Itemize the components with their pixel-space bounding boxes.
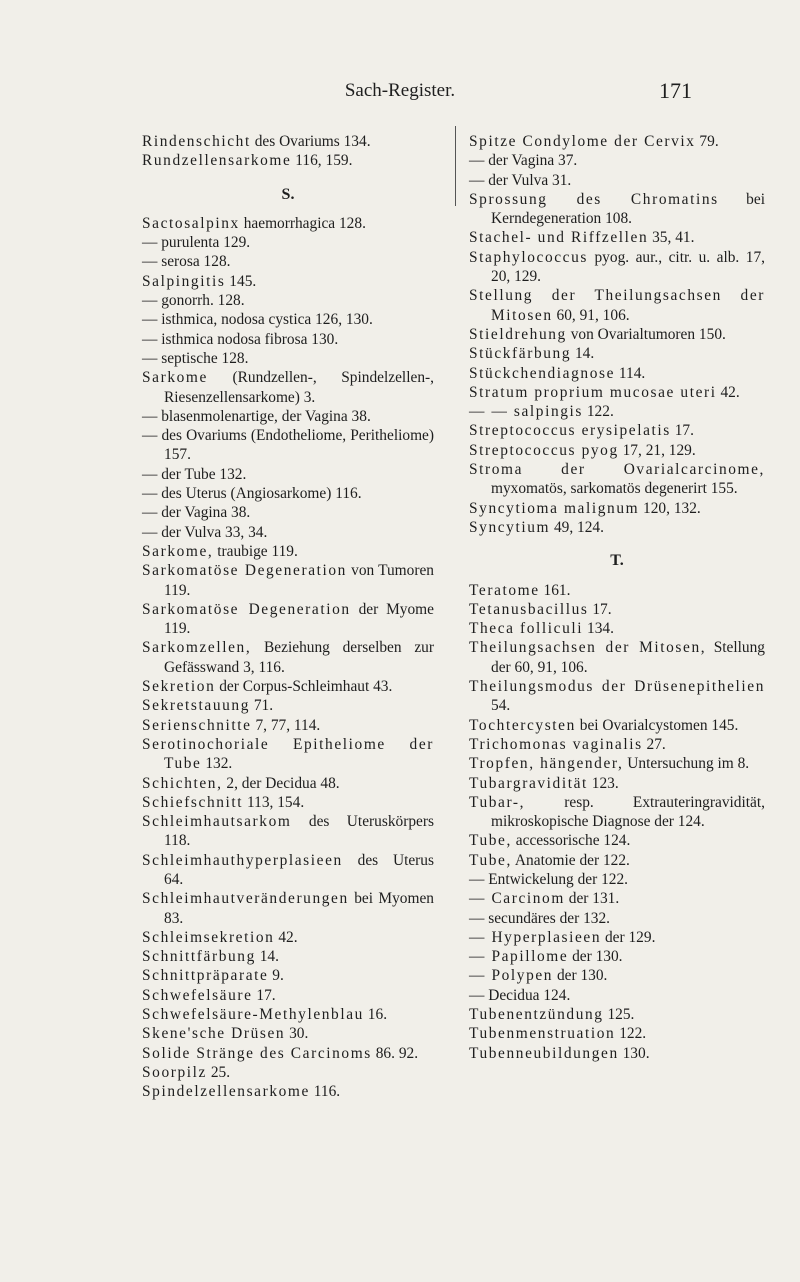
- entry-reference: 54.: [491, 697, 511, 715]
- entry-reference: des Ovariums 134.: [250, 133, 371, 150]
- index-entry: [142, 1063, 434, 1082]
- entry-reference: 35, 41.: [648, 229, 695, 247]
- index-entry: [142, 330, 434, 349]
- entry-term: Theilungsachsen der Mitosen,: [469, 639, 707, 657]
- entry-term: — Papillome: [469, 948, 569, 966]
- entry-reference: 132.: [201, 755, 233, 773]
- entry-reference: der 129.: [601, 928, 656, 946]
- entry-reference: 125.: [603, 1006, 635, 1024]
- entry-reference: 86. 92.: [371, 1044, 419, 1062]
- index-entry: [142, 252, 434, 271]
- index-entry: [469, 831, 765, 850]
- page-header: [0, 78, 800, 108]
- index-entry: [469, 619, 765, 638]
- entry-term: Theca folliculi: [469, 620, 584, 638]
- entry-term: Serotinochoriale Epitheliome der Tube: [142, 735, 434, 773]
- index-entry: [142, 1082, 434, 1101]
- entry-term: Schiefschnitt: [142, 793, 244, 811]
- index-entry: [469, 441, 765, 460]
- entry-reference: pyog. aur., citr. u. alb. 17, 20, 129.: [491, 248, 765, 286]
- index-entry: [469, 132, 765, 151]
- index-entry: [469, 171, 765, 190]
- entry-term: Stieldrehung: [469, 325, 567, 343]
- entry-reference: 122.: [583, 403, 614, 421]
- entry-term: Soorpilz: [142, 1063, 207, 1081]
- entry-reference: — blasenmolenartige, der Vagina 38.: [142, 407, 371, 425]
- index-entry: [142, 1005, 434, 1024]
- entry-term: Sarkomatöse Degeneration: [142, 562, 347, 580]
- index-entry: [142, 542, 434, 561]
- entry-reference: 2, der Decidua 48.: [222, 774, 340, 792]
- entry-term: Sekretion: [142, 678, 216, 696]
- entry-reference: von Tumoren 119.: [164, 562, 434, 599]
- left-column: [142, 132, 434, 1102]
- index-entry: [142, 928, 434, 947]
- index-entry: [469, 966, 765, 985]
- index-entry: [469, 677, 765, 716]
- entry-term: Tubar-,: [469, 793, 526, 811]
- entry-reference: 30.: [285, 1025, 309, 1043]
- entry-reference: — der Vulva 33, 34.: [142, 523, 268, 541]
- index-entry: [469, 344, 765, 363]
- index-entry: [469, 460, 765, 499]
- entry-reference: haemorrhagica 128.: [239, 214, 366, 232]
- index-entry: [142, 465, 434, 484]
- entry-reference: Anatomie der 122.: [511, 851, 630, 869]
- index-entry: [469, 383, 765, 402]
- entry-term: Tube,: [469, 851, 512, 869]
- index-entry: [469, 581, 765, 600]
- index-entry: [142, 812, 434, 851]
- entry-reference: 116, 159.: [291, 152, 353, 170]
- index-entry: [469, 870, 765, 889]
- entry-term: Schnittfärbung: [142, 948, 256, 966]
- entry-term: Schleimhautsarkom: [142, 813, 292, 831]
- entry-term: Solide Stränge des Carcinoms: [142, 1044, 372, 1062]
- entry-term: Schichten,: [142, 774, 223, 792]
- entry-reference: 71.: [250, 697, 274, 715]
- index-entry: [469, 735, 765, 754]
- entry-term: — — salpingis: [469, 403, 584, 421]
- index-entry: [142, 889, 434, 928]
- entry-reference: 17.: [252, 986, 276, 1004]
- entry-term: — Polypen: [469, 967, 554, 985]
- index-entry: [469, 1024, 765, 1043]
- entry-reference: 122.: [615, 1025, 647, 1043]
- index-entry: [469, 774, 765, 793]
- entry-term: Sarkome,: [142, 542, 214, 560]
- entry-term: Streptococcus pyog: [469, 441, 619, 459]
- index-entry: [142, 214, 434, 233]
- entry-term: Schleimhautveränderungen: [142, 890, 349, 908]
- entry-reference: bei Myomen 83.: [164, 890, 434, 927]
- index-entry: [142, 349, 434, 368]
- running-title: Sach-Register.: [344, 80, 456, 101]
- index-entry: [142, 291, 434, 310]
- entry-reference: 17, 21, 129.: [618, 441, 696, 459]
- index-entry: [469, 499, 765, 518]
- index-entry: [469, 754, 765, 773]
- entry-term: Sekretstauung: [142, 697, 250, 715]
- index-entry: [142, 233, 434, 252]
- index-entry: [142, 561, 434, 600]
- entry-reference: der 131.: [564, 890, 620, 908]
- entry-reference: — des Uterus (Angiosarkome) 116.: [142, 485, 362, 503]
- entry-term: Syncytium: [469, 518, 551, 536]
- index-entry: [469, 402, 765, 421]
- entry-term: — Carcinom: [469, 890, 565, 908]
- entry-term: Stückfärbung: [469, 345, 572, 363]
- entry-reference: — purulenta 129.: [142, 234, 251, 252]
- entry-term: Rindenschicht: [142, 133, 251, 150]
- index-entry: [142, 986, 434, 1005]
- index-entry: [469, 325, 765, 344]
- entry-term: Schleimhauthyperplasieen: [142, 851, 343, 869]
- entry-reference: 134.: [583, 620, 614, 638]
- index-entry: [469, 286, 765, 325]
- letter-heading: S.: [281, 185, 295, 203]
- page-number: 171: [659, 78, 692, 103]
- index-entry: [142, 484, 434, 503]
- index-entry: [142, 947, 434, 966]
- entry-reference: — septische 128.: [142, 349, 249, 367]
- entry-term: Trichomonas vaginalis: [469, 735, 643, 753]
- index-entry: [142, 966, 434, 985]
- index-entry: [142, 407, 434, 426]
- entry-term: Salpingitis: [142, 272, 226, 290]
- index-entry: [469, 947, 765, 966]
- entry-reference: bei Kerndegeneration 108.: [491, 190, 765, 228]
- entry-reference: 14.: [571, 345, 595, 363]
- entry-reference: 25.: [206, 1063, 231, 1081]
- entry-reference: — der Vagina 37.: [469, 152, 578, 170]
- entry-reference: 7, 77, 114.: [251, 716, 321, 734]
- entry-term: Streptococcus erysipelatis: [469, 422, 671, 440]
- index-entry: [142, 774, 434, 793]
- entry-reference: 123.: [587, 774, 619, 792]
- index-entry: [142, 272, 434, 291]
- entry-term: Schwefelsäure: [142, 986, 253, 1004]
- index-entry: [142, 132, 434, 151]
- entry-term: Stellung der Theilungsachsen der Mitosen: [469, 287, 765, 324]
- entry-reference: 145.: [225, 272, 257, 290]
- entry-reference: der Corpus-Schleimhaut 43.: [215, 678, 393, 696]
- index-entry: [142, 151, 434, 170]
- entry-reference: — gonorrh. 128.: [142, 292, 245, 310]
- index-entry: [469, 190, 765, 229]
- entry-term: Sprossung des Chromatins: [469, 190, 719, 208]
- entry-term: Tubenneubildungen: [469, 1044, 619, 1062]
- index-entry: [142, 696, 434, 715]
- entry-reference: — isthmica, nodosa cystica 126, 130.: [142, 311, 373, 329]
- entry-reference: 42.: [274, 928, 298, 946]
- entry-reference: — Entwickelung der 122.: [469, 870, 629, 888]
- index-entry: [469, 364, 765, 383]
- entry-reference: — Decidua 124.: [469, 986, 571, 1004]
- entry-term: Spindelzellensarkome: [142, 1083, 310, 1101]
- index-entry: [469, 151, 765, 170]
- entry-term: Theilungsmodus der Drüsenepithelien: [469, 678, 765, 696]
- entry-reference: resp. Extrauteringravidität, mikroskopische Diagnose der 124.: [491, 793, 765, 831]
- entry-reference: 161.: [539, 581, 571, 599]
- entry-term: Stroma der Ovarialcarcinome,: [469, 461, 765, 479]
- entry-reference: Stellung der 60, 91, 106.: [491, 639, 765, 676]
- entry-reference: 17.: [588, 600, 612, 618]
- entry-reference: 9.: [268, 967, 284, 985]
- entry-reference: 79.: [695, 133, 719, 150]
- entry-reference: traubige 119.: [213, 542, 298, 560]
- entry-term: Stachel- und Riffzellen: [469, 229, 649, 247]
- entry-reference: — serosa 128.: [142, 253, 231, 271]
- entry-term: Stratum proprium mucosae uteri: [469, 383, 717, 401]
- entry-reference: 114.: [615, 364, 646, 382]
- index-entry: [469, 638, 765, 677]
- index-entry: [142, 716, 434, 735]
- entry-reference: — der Vagina 38.: [142, 504, 251, 522]
- entry-term: Tetanusbacillus: [469, 600, 589, 618]
- entry-reference: 42.: [716, 383, 740, 401]
- right-column: [469, 132, 765, 1063]
- index-entry: [469, 928, 765, 947]
- index-entry: [469, 793, 765, 832]
- index-entry: [142, 426, 434, 465]
- entry-reference: — des Ovariums (Endotheliome, Peritheliome) 157.: [142, 427, 434, 464]
- index-entry: [142, 793, 434, 812]
- index-entry: [142, 1044, 434, 1063]
- entry-reference: 60, 91, 106.: [552, 306, 630, 324]
- index-entry: [142, 600, 434, 639]
- index-entry: [469, 228, 765, 247]
- index-entry: [469, 851, 765, 870]
- index-entry: [142, 503, 434, 522]
- index-entry: [469, 986, 765, 1005]
- entry-reference: 16.: [363, 1006, 388, 1024]
- index-entry: [142, 851, 434, 890]
- entry-reference: — der Tube 132.: [142, 465, 247, 483]
- index-entry: [469, 421, 765, 440]
- entry-reference: 120, 132.: [639, 499, 701, 517]
- entry-reference: 27.: [642, 735, 666, 753]
- entry-reference: der Myome 119.: [164, 600, 434, 638]
- entry-reference: — secundäres der 132.: [469, 909, 611, 927]
- entry-reference: (Rundzellen-, Spindelzellen-, Riesenzellensarkome) 3.: [164, 369, 434, 406]
- index-entry: [469, 1044, 765, 1063]
- entry-reference: bei Ovarialcystomen 145.: [575, 716, 739, 734]
- index-entry: [469, 518, 765, 537]
- entry-term: Schwefelsäure-Methylenblau: [142, 1006, 364, 1024]
- entry-reference: der 130.: [553, 967, 608, 985]
- index-entry: [142, 1024, 434, 1043]
- index-entry: [469, 1005, 765, 1024]
- entry-term: Sarkome: [142, 369, 208, 387]
- index-entry: [142, 523, 434, 542]
- entry-term: Sactosalpinx: [142, 214, 240, 232]
- entry-term: Tube,: [469, 832, 512, 850]
- entry-reference: der 130.: [568, 948, 623, 966]
- entry-term: Sarkomzellen,: [142, 639, 252, 657]
- index-entry: [469, 716, 765, 735]
- entry-term: Tubenentzündung: [469, 1006, 604, 1024]
- entry-term: Skene'sche Drüsen: [142, 1025, 286, 1043]
- entry-term: Staphylococcus: [469, 248, 588, 266]
- entry-term: Tropfen, hängender,: [469, 755, 624, 773]
- entry-reference: Untersuchung im 8.: [623, 755, 750, 773]
- entry-term: Tubargravidität: [469, 774, 588, 792]
- entry-term: Schleimsekretion: [142, 928, 275, 946]
- index-entry: [142, 638, 434, 677]
- index-entry: [142, 368, 434, 407]
- entry-term: Schnittpräparate: [142, 967, 269, 985]
- entry-term: Tubenmenstruation: [469, 1025, 616, 1043]
- entry-reference: — isthmica nodosa fibrosa 130.: [142, 330, 339, 348]
- entry-term: Spitze Condylome der Cervix: [469, 133, 696, 150]
- index-entry: [142, 677, 434, 696]
- entry-reference: myxomatös, sarkomatös degenerirt 155.: [491, 480, 738, 498]
- entry-reference: accessorische 124.: [511, 832, 631, 850]
- entry-reference: 113, 154.: [243, 793, 305, 811]
- entry-term: Stückchendiagnose: [469, 364, 616, 382]
- entry-reference: 116.: [309, 1083, 341, 1101]
- entry-term: Serienschnitte: [142, 716, 252, 734]
- entry-reference: 130.: [618, 1044, 650, 1062]
- entry-term: Tochtercysten: [469, 716, 576, 734]
- column-divider: [455, 126, 456, 206]
- letter-heading: T.: [610, 552, 624, 570]
- entry-reference: 49, 124.: [550, 518, 604, 536]
- entry-term: Sarkomatöse Degeneration: [142, 600, 351, 618]
- index-entry: [469, 889, 765, 908]
- entry-term: Teratome: [469, 581, 540, 599]
- entry-term: Rundzellensarkome: [142, 152, 292, 170]
- entry-reference: 14.: [255, 948, 279, 966]
- index-entry: [469, 248, 765, 287]
- entry-reference: 17.: [670, 422, 694, 440]
- entry-term: Syncytioma malignum: [469, 499, 640, 517]
- index-entry: [142, 735, 434, 774]
- entry-reference: von Ovarialtumoren 150.: [566, 325, 726, 343]
- entry-reference: Beziehung derselben zur Gefässwand 3, 116.: [164, 639, 434, 676]
- entry-reference: — der Vulva 31.: [469, 171, 572, 189]
- entry-reference: des Uterus 64.: [164, 851, 434, 888]
- entry-term: — Hyperplasieen: [469, 928, 602, 946]
- index-entry: [469, 600, 765, 619]
- index-entry: [142, 310, 434, 329]
- entry-reference: des Uteruskörpers 118.: [164, 813, 434, 850]
- index-entry: [469, 909, 765, 928]
